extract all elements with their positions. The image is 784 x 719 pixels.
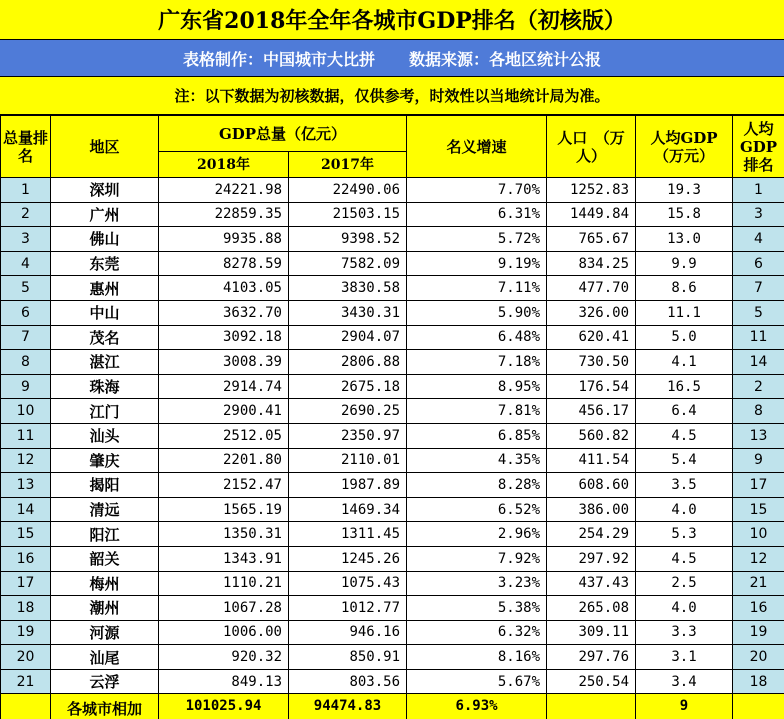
table-row <box>1 669 784 694</box>
growth-cell: 6.31% <box>407 202 547 227</box>
per-capita-cell: 13.0 <box>636 227 733 252</box>
per-capita-rank-cell: 5 <box>733 300 784 325</box>
total-rank-blank <box>1 694 51 719</box>
total-gdp-2018: 101025.94 <box>159 694 289 719</box>
city-cell: 汕头 <box>51 423 159 448</box>
growth-cell: 6.52% <box>407 497 547 522</box>
rank-cell: 3 <box>1 227 51 252</box>
gdp-2018-cell: 1110.21 <box>159 571 289 596</box>
city-cell: 揭阳 <box>51 473 159 498</box>
growth-cell: 6.48% <box>407 325 547 350</box>
growth-cell: 7.81% <box>407 399 547 424</box>
rank-cell: 6 <box>1 300 51 325</box>
table-row <box>1 276 784 301</box>
table-row <box>1 374 784 399</box>
meta-band <box>0 40 784 77</box>
table-row <box>1 178 784 203</box>
rank-cell: 21 <box>1 669 51 694</box>
rank-cell: 1 <box>1 178 51 203</box>
gdp-2018-cell: 3092.18 <box>159 325 289 350</box>
city-cell: 汕尾 <box>51 645 159 670</box>
city-cell: 云浮 <box>51 669 159 694</box>
per-capita-cell: 4.5 <box>636 546 733 571</box>
per-capita-rank-cell: 2 <box>733 374 784 399</box>
per-capita-rank-cell: 14 <box>733 350 784 375</box>
table-row <box>1 546 784 571</box>
per-capita-cell: 3.3 <box>636 620 733 645</box>
table-row <box>1 399 784 424</box>
per-capita-cell: 3.4 <box>636 669 733 694</box>
per-capita-cell: 3.5 <box>636 473 733 498</box>
growth-cell: 6.85% <box>407 423 547 448</box>
total-label: 各城市相加 <box>51 694 159 719</box>
gdp-2017-cell: 7582.09 <box>289 251 407 276</box>
growth-cell: 7.92% <box>407 546 547 571</box>
gdp-2017-cell: 803.56 <box>289 669 407 694</box>
per-capita-cell: 16.5 <box>636 374 733 399</box>
per-capita-rank-cell: 18 <box>733 669 784 694</box>
per-capita-rank-cell: 13 <box>733 423 784 448</box>
per-capita-rank-cell: 20 <box>733 645 784 670</box>
table-row <box>1 596 784 621</box>
per-capita-cell: 15.8 <box>636 202 733 227</box>
per-capita-rank-cell: 8 <box>733 399 784 424</box>
rank-cell: 17 <box>1 571 51 596</box>
gdp-2017-cell: 9398.52 <box>289 227 407 252</box>
gdp-2018-cell: 2914.74 <box>159 374 289 399</box>
population-cell: 560.82 <box>547 423 636 448</box>
growth-cell: 8.16% <box>407 645 547 670</box>
city-cell: 清远 <box>51 497 159 522</box>
per-capita-cell: 4.0 <box>636 497 733 522</box>
growth-cell: 3.23% <box>407 571 547 596</box>
per-capita-rank-cell: 11 <box>733 325 784 350</box>
gdp-2017-cell: 1987.89 <box>289 473 407 498</box>
per-capita-rank-cell: 17 <box>733 473 784 498</box>
population-cell: 411.54 <box>547 448 636 473</box>
population-cell: 456.17 <box>547 399 636 424</box>
header-gdp-total: GDP总量（亿元） <box>159 116 407 152</box>
rank-cell: 12 <box>1 448 51 473</box>
city-cell: 潮州 <box>51 596 159 621</box>
table-row <box>1 325 784 350</box>
population-cell: 477.70 <box>547 276 636 301</box>
rank-cell: 7 <box>1 325 51 350</box>
per-capita-cell: 5.3 <box>636 522 733 547</box>
per-capita-cell: 19.3 <box>636 178 733 203</box>
growth-cell: 5.67% <box>407 669 547 694</box>
table-row <box>1 350 784 375</box>
per-capita-cell: 4.0 <box>636 596 733 621</box>
table-row <box>1 251 784 276</box>
total-per-capita: 9 <box>636 694 733 719</box>
data-source: 数据来源：各地区统计公报 <box>409 49 602 69</box>
gdp-2018-cell: 1067.28 <box>159 596 289 621</box>
city-cell: 阳江 <box>51 522 159 547</box>
growth-cell: 5.72% <box>407 227 547 252</box>
population-cell: 386.00 <box>547 497 636 522</box>
population-cell: 250.54 <box>547 669 636 694</box>
table-row <box>1 202 784 227</box>
per-capita-cell: 4.5 <box>636 423 733 448</box>
gdp-2018-cell: 2512.05 <box>159 423 289 448</box>
header-rank: 总量排名 <box>1 116 51 178</box>
header-region: 地区 <box>51 116 159 178</box>
gdp-2017-cell: 1245.26 <box>289 546 407 571</box>
population-cell: 730.50 <box>547 350 636 375</box>
per-capita-cell: 2.5 <box>636 571 733 596</box>
rank-cell: 15 <box>1 522 51 547</box>
header-per-capita-rank: 人均GDP排名 <box>733 116 784 178</box>
rank-cell: 20 <box>1 645 51 670</box>
gdp-2018-cell: 920.32 <box>159 645 289 670</box>
table-row <box>1 227 784 252</box>
rank-cell: 5 <box>1 276 51 301</box>
gdp-2017-cell: 2904.07 <box>289 325 407 350</box>
gdp-2018-cell: 1565.19 <box>159 497 289 522</box>
per-capita-cell: 8.6 <box>636 276 733 301</box>
city-cell: 茂名 <box>51 325 159 350</box>
growth-cell: 9.19% <box>407 251 547 276</box>
population-cell: 326.00 <box>547 300 636 325</box>
rank-cell: 4 <box>1 251 51 276</box>
gdp-2018-cell: 3632.70 <box>159 300 289 325</box>
header-2018: 2018年 <box>159 152 289 178</box>
population-cell: 1252.83 <box>547 178 636 203</box>
population-cell: 765.67 <box>547 227 636 252</box>
per-capita-rank-cell: 10 <box>733 522 784 547</box>
per-capita-rank-cell: 15 <box>733 497 784 522</box>
gdp-2017-cell: 850.91 <box>289 645 407 670</box>
rank-cell: 18 <box>1 596 51 621</box>
city-cell: 江门 <box>51 399 159 424</box>
rank-cell: 2 <box>1 202 51 227</box>
rank-cell: 10 <box>1 399 51 424</box>
growth-cell: 6.32% <box>407 620 547 645</box>
per-capita-cell: 4.1 <box>636 350 733 375</box>
city-cell: 韶关 <box>51 546 159 571</box>
total-population <box>547 694 636 719</box>
city-cell: 湛江 <box>51 350 159 375</box>
population-cell: 608.60 <box>547 473 636 498</box>
rank-cell: 8 <box>1 350 51 375</box>
gdp-2018-cell: 1343.91 <box>159 546 289 571</box>
gdp-2018-cell: 2900.41 <box>159 399 289 424</box>
population-cell: 297.76 <box>547 645 636 670</box>
city-cell: 中山 <box>51 300 159 325</box>
total-growth: 6.93% <box>407 694 547 719</box>
gdp-2018-cell: 22859.35 <box>159 202 289 227</box>
gdp-2017-cell: 2110.01 <box>289 448 407 473</box>
table-body <box>1 178 784 719</box>
gdp-2017-cell: 1012.77 <box>289 596 407 621</box>
growth-cell: 4.35% <box>407 448 547 473</box>
per-capita-cell: 9.9 <box>636 251 733 276</box>
growth-cell: 5.38% <box>407 596 547 621</box>
gdp-2018-cell: 3008.39 <box>159 350 289 375</box>
gdp-2017-cell: 2675.18 <box>289 374 407 399</box>
per-capita-rank-cell: 19 <box>733 620 784 645</box>
gdp-2017-cell: 1311.45 <box>289 522 407 547</box>
city-cell: 河源 <box>51 620 159 645</box>
table-row <box>1 300 784 325</box>
total-per-capita-rank <box>733 694 784 719</box>
gdp-2017-cell: 22490.06 <box>289 178 407 203</box>
population-cell: 297.92 <box>547 546 636 571</box>
growth-cell: 7.18% <box>407 350 547 375</box>
table-row <box>1 423 784 448</box>
gdp-2018-cell: 8278.59 <box>159 251 289 276</box>
rank-cell: 16 <box>1 546 51 571</box>
per-capita-rank-cell: 6 <box>733 251 784 276</box>
per-capita-rank-cell: 21 <box>733 571 784 596</box>
gdp-2018-cell: 1006.00 <box>159 620 289 645</box>
table-row <box>1 448 784 473</box>
total-gdp-2017: 94474.83 <box>289 694 407 719</box>
population-cell: 254.29 <box>547 522 636 547</box>
population-cell: 265.08 <box>547 596 636 621</box>
per-capita-cell: 11.1 <box>636 300 733 325</box>
header-growth: 名义增速 <box>407 116 547 178</box>
gdp-2017-cell: 1075.43 <box>289 571 407 596</box>
growth-cell: 7.11% <box>407 276 547 301</box>
gdp-2017-cell: 946.16 <box>289 620 407 645</box>
growth-cell: 8.28% <box>407 473 547 498</box>
population-cell: 176.54 <box>547 374 636 399</box>
rank-cell: 19 <box>1 620 51 645</box>
table-row <box>1 620 784 645</box>
gdp-2018-cell: 24221.98 <box>159 178 289 203</box>
gdp-2018-cell: 1350.31 <box>159 522 289 547</box>
table-title: 广东省2018年全年各城市GDP排名（初核版） <box>0 0 784 40</box>
population-cell: 620.41 <box>547 325 636 350</box>
growth-cell: 5.90% <box>407 300 547 325</box>
gdp-2017-cell: 3830.58 <box>289 276 407 301</box>
table-row <box>1 571 784 596</box>
population-cell: 309.11 <box>547 620 636 645</box>
gdp-2017-cell: 3430.31 <box>289 300 407 325</box>
gdp-2018-cell: 9935.88 <box>159 227 289 252</box>
growth-cell: 7.70% <box>407 178 547 203</box>
table-row <box>1 473 784 498</box>
per-capita-rank-cell: 3 <box>733 202 784 227</box>
header-per-capita: 人均GDP（万元） <box>636 116 733 178</box>
per-capita-rank-cell: 16 <box>733 596 784 621</box>
city-cell: 惠州 <box>51 276 159 301</box>
table-row <box>1 645 784 670</box>
gdp-2018-cell: 849.13 <box>159 669 289 694</box>
population-cell: 834.25 <box>547 251 636 276</box>
gdp-table <box>0 115 784 719</box>
gdp-2018-cell: 4103.05 <box>159 276 289 301</box>
per-capita-rank-cell: 1 <box>733 178 784 203</box>
city-cell: 深圳 <box>51 178 159 203</box>
header-population: 人口 （万人） <box>547 116 636 178</box>
rank-cell: 9 <box>1 374 51 399</box>
rank-cell: 14 <box>1 497 51 522</box>
table-row <box>1 522 784 547</box>
gdp-2018-cell: 2201.80 <box>159 448 289 473</box>
gdp-2017-cell: 21503.15 <box>289 202 407 227</box>
city-cell: 肇庆 <box>51 448 159 473</box>
per-capita-cell: 6.4 <box>636 399 733 424</box>
per-capita-cell: 5.4 <box>636 448 733 473</box>
city-cell: 东莞 <box>51 251 159 276</box>
table-row <box>1 497 784 522</box>
per-capita-rank-cell: 7 <box>733 276 784 301</box>
per-capita-rank-cell: 12 <box>733 546 784 571</box>
gdp-2017-cell: 2350.97 <box>289 423 407 448</box>
header-2017: 2017年 <box>289 152 407 178</box>
per-capita-cell: 5.0 <box>636 325 733 350</box>
city-cell: 广州 <box>51 202 159 227</box>
rank-cell: 13 <box>1 473 51 498</box>
disclaimer-note: 注：以下数据为初核数据，仅供参考，时效性以当地统计局为准。 <box>0 77 784 115</box>
per-capita-rank-cell: 4 <box>733 227 784 252</box>
gdp-2017-cell: 1469.34 <box>289 497 407 522</box>
city-cell: 珠海 <box>51 374 159 399</box>
population-cell: 1449.84 <box>547 202 636 227</box>
growth-cell: 2.96% <box>407 522 547 547</box>
rank-cell: 11 <box>1 423 51 448</box>
city-cell: 佛山 <box>51 227 159 252</box>
per-capita-cell: 3.1 <box>636 645 733 670</box>
gdp-2017-cell: 2690.25 <box>289 399 407 424</box>
gdp-2018-cell: 2152.47 <box>159 473 289 498</box>
table-maker: 表格制作：中国城市大比拼 <box>182 49 375 69</box>
city-cell: 梅州 <box>51 571 159 596</box>
growth-cell: 8.95% <box>407 374 547 399</box>
population-cell: 437.43 <box>547 571 636 596</box>
per-capita-rank-cell: 9 <box>733 448 784 473</box>
total-row <box>1 694 784 719</box>
gdp-2017-cell: 2806.88 <box>289 350 407 375</box>
